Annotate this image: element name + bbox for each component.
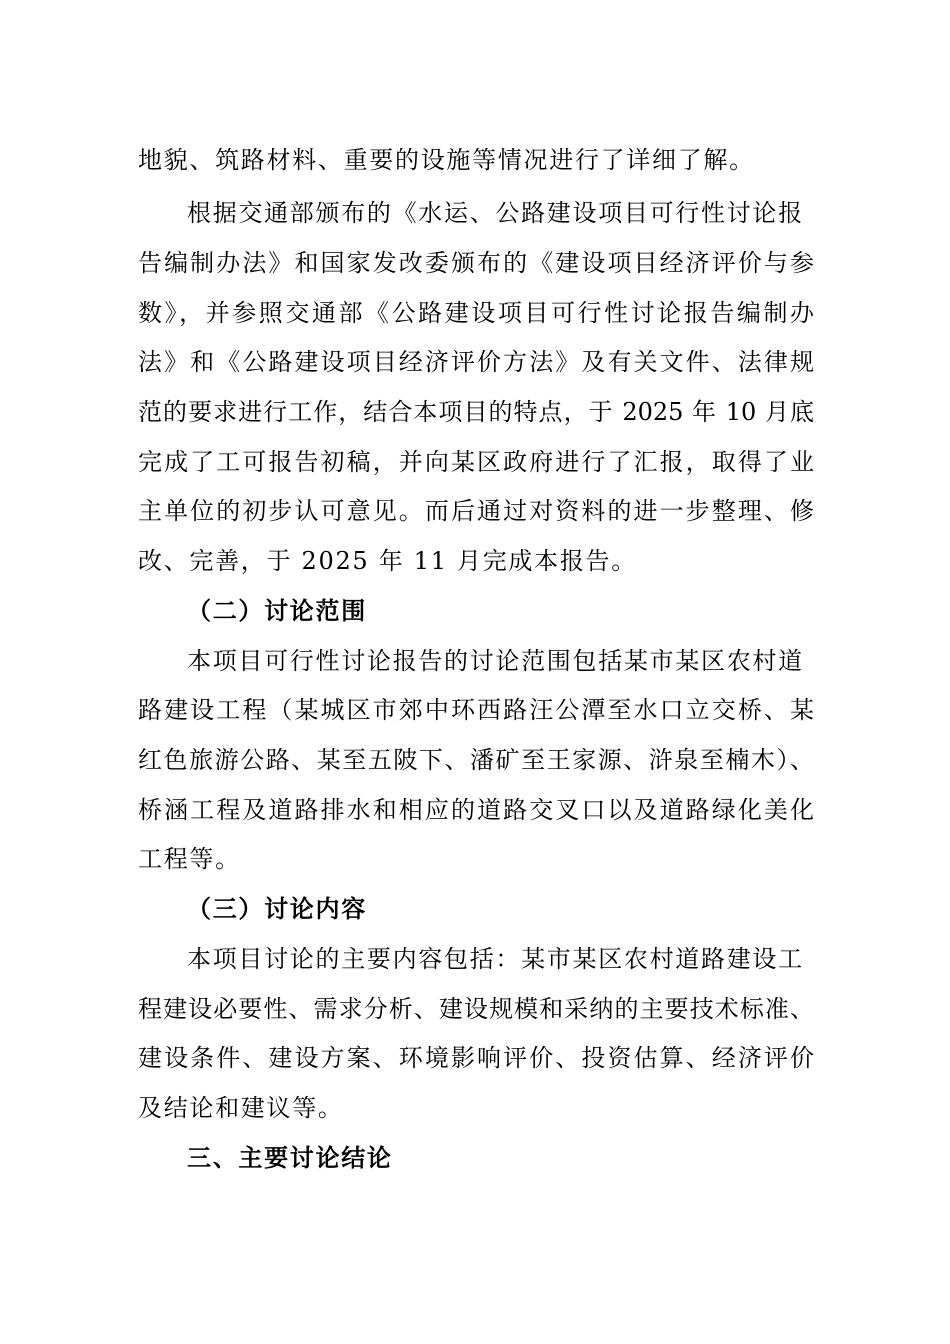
- text-line: 法》和《公路建设项目经济评价方法》及有关文件、法律规: [138, 348, 814, 376]
- paragraph-first-line: 本项目讨论的主要内容包括：某市某区农村道路建设工: [187, 945, 804, 973]
- paragraph-first-line: 根据交通部颁布的《水运、公路建设项目可行性讨论报: [187, 199, 804, 227]
- text-line: 完成了工可报告初稿，并向某区政府进行了汇报，取得了业: [138, 448, 814, 476]
- text-line: 改、完善，于 2025 年 11 月完成本报告。: [138, 547, 637, 575]
- text-line: 桥涵工程及道路排水和相应的道路交叉口以及道路绿化美化: [138, 796, 814, 824]
- text-line: 红色旅游公路、某至五陂下、潘矿至王家源、浒泉至楠木）、: [138, 746, 814, 774]
- text-line: 数》，并参照交通部《公路建设项目可行性讨论报告编制办: [138, 299, 814, 327]
- paragraph-first-line: 本项目可行性讨论报告的讨论范围包括某市某区农村道: [187, 647, 804, 675]
- section-heading-content: （三）讨论内容: [187, 894, 367, 923]
- text-line: 地貌、筑路材料、重要的设施等情况进行了详细了解。: [138, 146, 755, 174]
- text-line: 建设条件、建设方案、环境影响评价、投资估算、经济评价: [138, 1044, 814, 1072]
- text-line: 路建设工程（某城区市郊中环西路汪公潭至水口立交桥、某: [138, 696, 814, 724]
- section-heading-conclusions: 三、主要讨论结论: [187, 1143, 393, 1172]
- text-line: 程建设必要性、需求分析、建设规模和采纳的主要技术标准、: [138, 995, 814, 1023]
- text-line: 及结论和建议等。: [138, 1094, 344, 1122]
- text-line: 告编制办法》和国家发改委颁布的《建设项目经济评价与参: [138, 249, 814, 277]
- section-heading-scope: （二）讨论范围: [187, 596, 367, 625]
- text-line: 范的要求进行工作，结合本项目的特点，于 2025 年 10 月底: [138, 398, 814, 426]
- text-line: 工程等。: [138, 845, 241, 873]
- text-line: 主单位的初步认可意见。而后通过对资料的进一步整理、修: [138, 497, 814, 525]
